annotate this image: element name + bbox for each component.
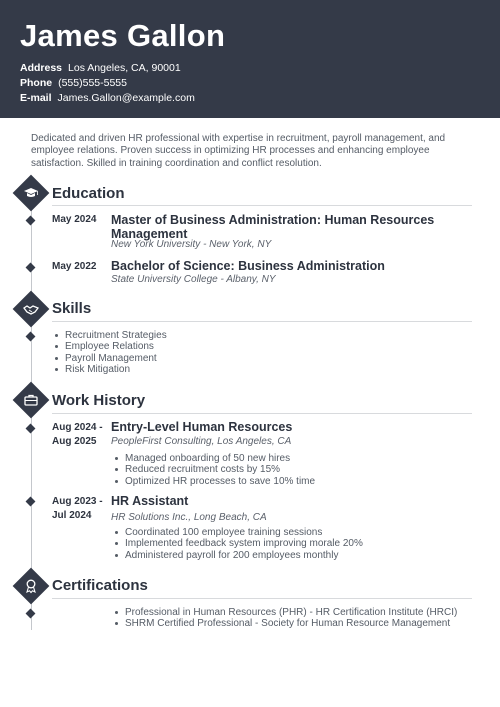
certifications-title: Certifications xyxy=(52,577,148,594)
contact-email xyxy=(20,92,195,104)
resume-header xyxy=(0,0,500,118)
certification-item: Professional in Human Resources (PHR) - HR Certification Institute (HRCI) xyxy=(125,607,458,618)
section-divider xyxy=(52,598,472,599)
job-date-end: Aug 2025 xyxy=(52,436,97,447)
phone-label: Phone xyxy=(20,77,53,89)
job-bullets xyxy=(113,527,363,561)
candidate-name: James Gallon xyxy=(20,18,226,53)
skill-item: Recruitment Strategies xyxy=(65,330,167,341)
job-bullet: Administered payroll for 200 employees monthly xyxy=(125,550,363,561)
email-label: E-mail xyxy=(20,92,52,104)
professional-summary: Dedicated and driven HR professional with expertise in recruitment, payroll management, and employee relations. Proven success in optimizing HR processes and enhancing employee satisfaction. Skilled in training coordination and conflict resolution. xyxy=(31,133,446,169)
contact-phone xyxy=(20,77,127,89)
job-date-end: Jul 2024 xyxy=(52,510,92,521)
email-value: James.Gallon@example.com xyxy=(57,92,195,104)
timeline-marker xyxy=(26,424,36,434)
address-label: Address xyxy=(20,62,63,74)
job-role: HR Assistant xyxy=(111,494,189,508)
certifications-list xyxy=(113,607,457,630)
job-bullet: Implemented feedback system improving morale 20% xyxy=(125,538,363,550)
timeline-marker xyxy=(26,332,36,342)
skill-item: Payroll Management xyxy=(65,353,167,364)
skills-list xyxy=(53,330,167,375)
education-date: May 2024 xyxy=(52,214,97,225)
timeline-marker xyxy=(26,609,36,619)
education-school: New York University - New York, NY xyxy=(111,239,272,250)
contact-address xyxy=(20,62,181,74)
section-divider xyxy=(52,321,472,322)
job-bullet: Managed onboarding of 50 new hires xyxy=(125,453,315,464)
skill-item: Risk Mitigation xyxy=(65,364,167,375)
job-bullet: Reduced recruitment costs by 15% xyxy=(125,464,315,475)
timeline-marker xyxy=(26,497,36,507)
education-degree: Master of Business Administration: Human Resources Management xyxy=(111,213,435,241)
job-role: Entry-Level Human Resources xyxy=(111,420,293,434)
skill-item: Employee Relations xyxy=(65,341,167,352)
job-date-start: Aug 2024 - xyxy=(52,422,103,433)
work-history-title: Work History xyxy=(52,392,146,409)
phone-value: (555)555-5555 xyxy=(58,77,127,89)
certification-item: SHRM Certified Professional - Society for Human Resource Management xyxy=(125,618,457,629)
job-bullet: Optimized HR processes to save 10% time xyxy=(125,475,316,487)
section-divider xyxy=(52,413,472,414)
job-bullet: Coordinated 100 employee training sessions xyxy=(125,527,363,538)
job-bullets xyxy=(113,453,315,487)
briefcase-icon xyxy=(13,382,50,419)
education-degree: Bachelor of Science: Business Administration xyxy=(111,259,385,273)
handshake-icon xyxy=(13,291,50,328)
education-date: May 2022 xyxy=(52,261,97,272)
timeline-marker xyxy=(26,263,36,273)
job-company: PeopleFirst Consulting, Los Angeles, CA xyxy=(111,436,292,447)
education-title: Education xyxy=(52,185,125,202)
job-date-start: Aug 2023 - xyxy=(52,496,103,507)
section-divider xyxy=(52,205,472,206)
address-value: Los Angeles, CA, 90001 xyxy=(68,62,181,74)
skills-title: Skills xyxy=(52,300,92,317)
award-ribbon-icon xyxy=(13,568,50,605)
job-company: HR Solutions Inc., Long Beach, CA xyxy=(111,512,267,523)
graduation-cap-icon xyxy=(13,175,50,212)
timeline-marker xyxy=(26,216,36,226)
education-school: State University College - Albany, NY xyxy=(111,274,276,285)
